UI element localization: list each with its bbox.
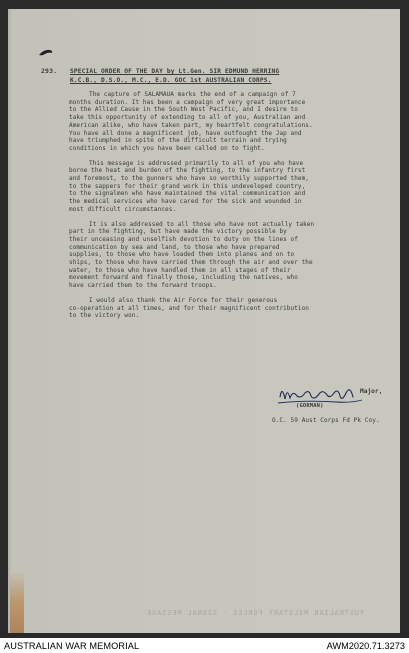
text-line: part in the fighting, but have made the victory possible by <box>69 228 287 236</box>
accession-number: AWM2020.71.3273 <box>326 641 405 651</box>
text-line: American alike, who have taken part, my heartfelt congratulations. <box>69 121 313 129</box>
text-line: to the signalmen who have maintained the vital communication and <box>69 190 306 198</box>
text-line: their unceasing and unselfish devotion to duty on the lines of <box>69 235 298 243</box>
document-sheet <box>8 9 400 633</box>
text-line: months duration. It has been a campaign of very great importance <box>69 98 306 106</box>
text-line: and foremost, to the gunners who have so worthily supported them, <box>69 175 309 183</box>
text-line: have triumphed in spite of the difficult terrain and trying <box>69 137 287 145</box>
text-line: conditions in which you have been called on to fight. <box>69 144 265 152</box>
heading-line: K.C.B., D.S.O., M.C., E.D. GOC 1st AUSTRALIAN CORPS. <box>70 77 272 84</box>
text-line: most difficult circumstances. <box>69 205 177 213</box>
text-line: to the victory won. <box>69 312 140 320</box>
signatory-title: O.C. 59 Aust Corps Fd Pk Coy. <box>272 417 380 424</box>
text-line: It is also addressed to all those who have not actually taken <box>89 220 315 228</box>
text-line: have carried them to the forward troops. <box>69 282 217 290</box>
document-number: 293. <box>41 67 58 75</box>
order-heading <box>70 67 384 85</box>
sheet-shadow-edge <box>8 9 12 633</box>
institution-caption: AUSTRALIAN WAR MEMORIAL <box>4 641 140 651</box>
order-body <box>69 91 389 327</box>
paragraph-1 <box>69 91 389 153</box>
heading-line: SPECIAL ORDER OF THE DAY by Lt.Gen. SIR EDMUND HERRING <box>70 68 280 75</box>
text-line: I would also thank the Air Force for their generous <box>89 296 278 304</box>
text-line: water, to those who have handled them in all stages of their <box>69 266 291 274</box>
paragraph-3 <box>69 221 389 290</box>
paragraph-4 <box>69 297 389 320</box>
rust-stain <box>10 569 24 633</box>
text-line: The capture of SALAMAUA marks the end of a campaign of 7 <box>89 91 296 98</box>
text-line: co-operation at all times, and for their magnificent contribution <box>69 304 309 312</box>
text-line: communication by sea and land, to those who have prepared <box>69 243 280 251</box>
text-line: supplies, to those who have loaded them into planes and on to <box>69 251 295 259</box>
text-line: movement forward and finally those, including the natives, who <box>69 274 298 282</box>
signatory-name: (GORMAN) <box>296 403 324 409</box>
text-line: to the Allied Cause in the South West Pacific, and I desire to <box>69 106 298 114</box>
text-line: ships, to those who have carried them through the air and over the <box>69 259 313 267</box>
text-line: borne the heat and burden of the fighting, to the infantry first <box>69 167 306 175</box>
reverse-side-text: YUSTRALIAN MILITARY FORCES - SIGNAL MESSAGE <box>146 609 364 617</box>
text-line: You have all done a magnificent job, have outfought the Jap and <box>69 129 302 137</box>
text-line: the medical services who have cared for the sick and wounded in <box>69 198 302 206</box>
ink-mark-icon <box>38 48 54 58</box>
text-line: to the sappers for their grand work in this undeveloped country, <box>69 182 306 190</box>
text-line: This message is addressed primarily to all of you who have <box>89 159 304 167</box>
text-line: take this opportunity of extending to all of you, Australian and <box>69 114 306 122</box>
signatory-rank: Major, <box>360 388 383 395</box>
paragraph-2 <box>69 160 389 214</box>
